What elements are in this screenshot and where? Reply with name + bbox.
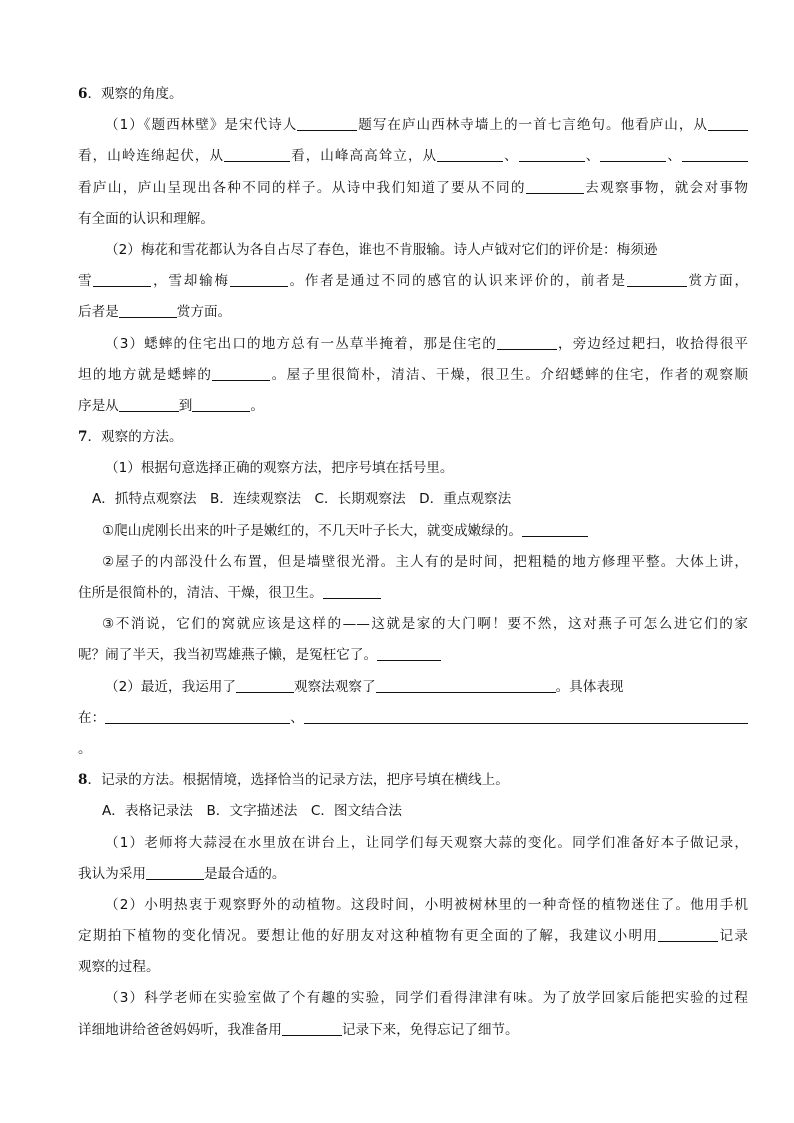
- text: 、: [503, 148, 519, 165]
- text: 。作者是通过不同的感官的认识来评价的，前者是: [287, 273, 627, 290]
- text: （3）蟋蟀的住宅出口的地方总有一丛草半掩着，那是住宅的: [105, 335, 497, 352]
- q7-number: 7: [78, 429, 88, 446]
- answer-blank[interactable]: [282, 1021, 342, 1036]
- q7-sentence3-line1: [78, 609, 748, 640]
- answer-blank[interactable]: [119, 397, 179, 412]
- q8-number: 8: [78, 772, 88, 789]
- text: ①爬山虎刚长出来的叶子是嫩红的，不几天叶子长大，就变成嫩绿的。: [102, 522, 522, 539]
- answer-blank[interactable]: [627, 272, 687, 287]
- q6-2-line3: [78, 297, 748, 328]
- text: ，旁边经过耙扫，收拾得很平: [556, 335, 748, 352]
- answer-blank[interactable]: [192, 397, 250, 412]
- q7-sentence2-line2: [78, 578, 748, 609]
- text: 、: [290, 709, 304, 726]
- q7-sentence2-line1: [78, 547, 748, 578]
- q8-3-line2: [78, 1015, 748, 1046]
- q7-1-intro: [78, 453, 748, 484]
- text: （2）梅花和雪花都认为各自占尽了春色，谁也不肯服输。诗人卢钺对它们的评价是：梅须逊: [105, 241, 658, 258]
- text: 看，山峰高高耸立，从: [290, 148, 438, 165]
- text: 我认为采用: [78, 865, 146, 882]
- text: 详细地讲给爸爸妈妈听，我准备用: [78, 1021, 282, 1038]
- q6-2-line1: [78, 235, 748, 266]
- answer-blank[interactable]: [526, 179, 584, 194]
- answer-blank[interactable]: [105, 709, 290, 724]
- text: 序是从: [78, 397, 119, 414]
- answer-blank[interactable]: [600, 147, 666, 162]
- q6-number: 6: [78, 86, 88, 102]
- q6-1-line3: [78, 173, 748, 204]
- answer-blank[interactable]: [376, 678, 556, 693]
- q6-2-line2: [78, 266, 748, 297]
- text: 在：: [78, 709, 106, 726]
- q6-heading: [78, 79, 748, 110]
- answer-blank[interactable]: [224, 147, 290, 162]
- text: （3）科学老师在实验室做了个有趣的实验，同学们看得津津有味。为了放学回家后能把实验的过程: [105, 990, 748, 1007]
- q6-title: ．观察的角度。: [87, 86, 183, 102]
- options-text: A．抓特点观察法 B．连续观察法 C．长期观察法 D．重点观察法: [92, 491, 512, 508]
- answer-blank[interactable]: [304, 709, 748, 724]
- worksheet-page: [78, 79, 748, 1046]
- answer-blank[interactable]: [519, 147, 585, 162]
- q7-title: ．观察的方法。: [87, 429, 183, 446]
- q6-1-line1: [78, 110, 748, 141]
- answer-blank[interactable]: [236, 678, 294, 693]
- answer-blank[interactable]: [212, 366, 270, 381]
- answer-blank[interactable]: [658, 927, 718, 942]
- q8-title: ．记录的方法。根据情境，选择恰当的记录方法，把序号填在横线上。: [87, 772, 509, 789]
- text: 看，山岭连绵起伏，从: [78, 148, 225, 165]
- options-text: A．表格记录法 B．文字描述法 C．图文结合法: [102, 803, 402, 820]
- text: 记录: [718, 928, 748, 945]
- text: （1）根据句意选择正确的观察方法，把序号填在括号里。: [105, 460, 454, 477]
- answer-blank[interactable]: [93, 272, 151, 287]
- text: 、: [584, 148, 601, 165]
- text: （2）最近，我运用了: [105, 678, 236, 695]
- q8-2-line3: [78, 952, 748, 983]
- text: 后者是: [78, 304, 119, 321]
- q7-options: [78, 484, 748, 515]
- text: 赏方面。: [176, 304, 232, 321]
- text: 题写在庐山西林寺墙上的一首七言绝句。他看庐山，从: [357, 117, 708, 134]
- q7-sentence3-line2: [78, 640, 748, 671]
- q8-heading: [78, 765, 748, 796]
- text: 。屋子里很简朴，清洁、干燥，很卫生。介绍蟋蟀的住宅，作者的观察顺: [270, 366, 748, 383]
- answer-blank[interactable]: [682, 147, 748, 162]
- q8-1-line1: [78, 828, 748, 859]
- q8-2-line1: [78, 890, 748, 921]
- answer-blank[interactable]: [497, 335, 557, 350]
- text: 住所是很简朴的，清洁、干燥，很卫生。: [78, 585, 323, 601]
- answer-blank[interactable]: [708, 116, 748, 131]
- text: ②屋子的内部没什么布置，但是墙壁很光滑。主人有的是时间，把粗糙的地方修理平整。大体上讲，: [102, 553, 748, 570]
- text: ③不消说，它们的窝就应该是这样的——这就是家的大门啊！要不然，这对燕子可怎么进它们的家: [102, 616, 748, 633]
- q8-options: [78, 796, 748, 827]
- q8-2-line2: [78, 921, 748, 952]
- text: 雪: [78, 273, 94, 290]
- answer-blank[interactable]: [230, 272, 288, 287]
- q7-2-line1: [78, 672, 748, 703]
- text: 观察的过程。: [78, 959, 160, 976]
- q6-3-line1: [78, 329, 748, 360]
- text: 呢？闹了半天，我当初骂雄燕子懒，是冤枉它了。: [78, 647, 378, 664]
- text: 定期拍下植物的变化情况。要想让他的好朋友对这种植物有更全面的了解，我建议小明用: [78, 928, 659, 945]
- answer-blank[interactable]: [437, 147, 503, 162]
- answer-blank[interactable]: [522, 522, 588, 537]
- q7-2-line3: [78, 734, 748, 765]
- text: 到: [178, 397, 193, 414]
- text: 有全面的认识和理解。: [78, 210, 214, 227]
- answer-blank[interactable]: [119, 303, 177, 318]
- q6-3-line2: [78, 360, 748, 391]
- answer-blank[interactable]: [297, 116, 357, 131]
- text: 是最合适的。: [203, 865, 286, 882]
- q6-3-line3: [78, 391, 748, 422]
- text: 。: [250, 397, 264, 414]
- text: 去观察事物，就会对事物: [583, 179, 748, 196]
- q7-heading: [78, 422, 748, 453]
- text: 看庐山，庐山呈现出各种不同的样子。从诗中我们知道了要从不同的: [78, 179, 526, 196]
- q8-3-line1: [78, 983, 748, 1014]
- answer-blank[interactable]: [323, 584, 381, 599]
- answer-blank[interactable]: [377, 646, 441, 661]
- q6-1-line2: [78, 141, 748, 172]
- text: 观察法观察了: [294, 678, 376, 695]
- text: 坦的地方就是蟋蟀的: [78, 366, 213, 383]
- q7-sentence1: [78, 516, 748, 547]
- text: 。: [78, 740, 92, 757]
- text: 。具体表现: [555, 678, 624, 695]
- text: 记录下来，免得忘记了细节。: [341, 1021, 519, 1038]
- text: （1）《题西林壁》是宋代诗人: [105, 117, 298, 134]
- q8-1-line2: [78, 859, 748, 890]
- answer-blank[interactable]: [146, 865, 204, 880]
- text: 、: [666, 148, 683, 165]
- text: 赏方面，: [686, 273, 748, 290]
- q7-2-line2: [78, 703, 748, 734]
- q6-1-line4: [78, 204, 748, 235]
- text: （2）小明热衷于观察野外的动植物。这段时间，小明被树林里的一种奇怪的植物迷住了。他用手机: [105, 896, 748, 913]
- text: （1）老师将大蒜浸在水里放在讲台上，让同学们每天观察大蒜的变化。同学们准备好本子做记录，: [105, 834, 748, 851]
- text: ，雪却输梅: [151, 273, 230, 290]
